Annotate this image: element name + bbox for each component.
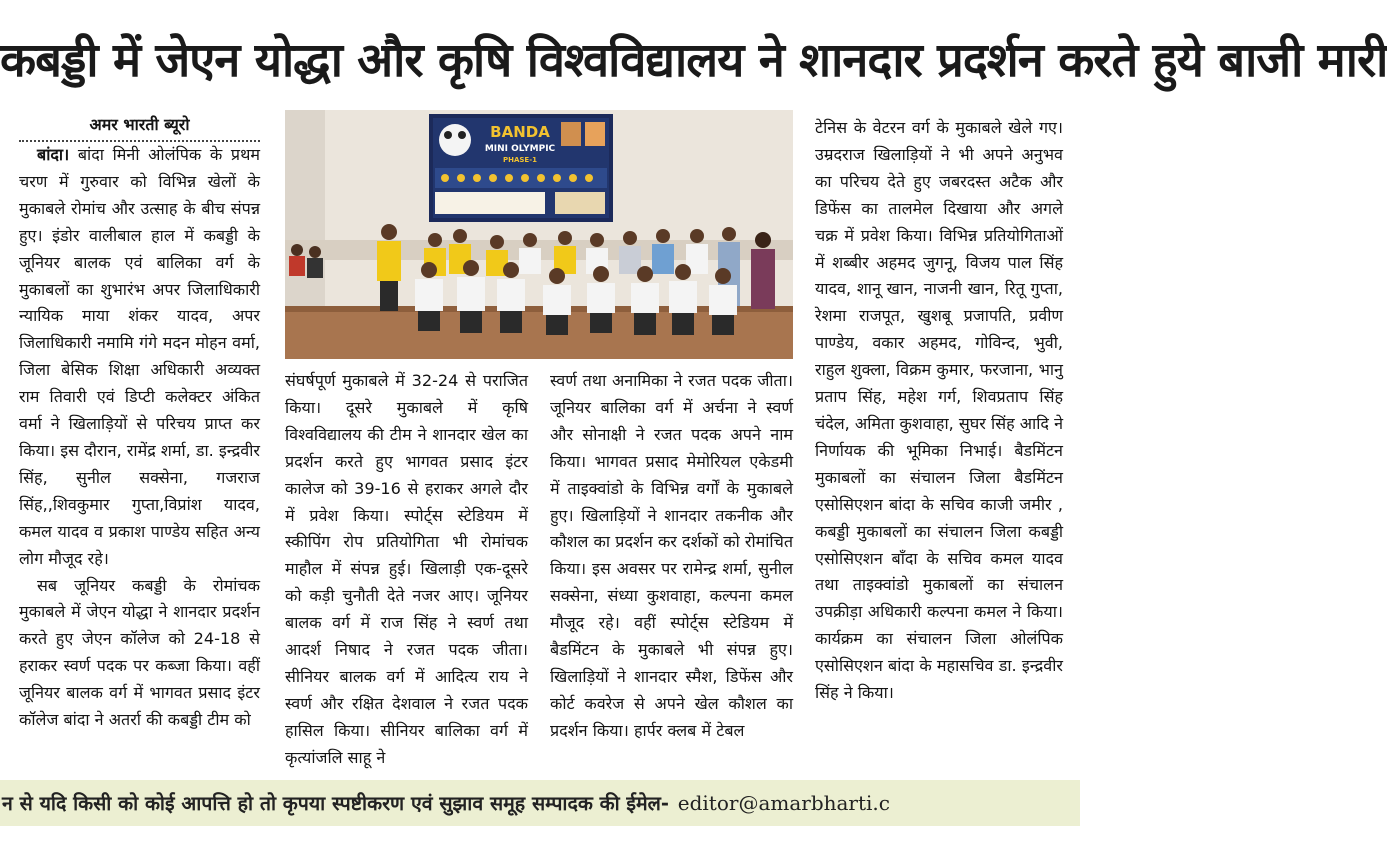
banner-subtitle: MINI OLYMPIC bbox=[484, 144, 556, 154]
footer-email: editor@amarbharti.c bbox=[677, 791, 890, 815]
paragraph-2: सब जूनियर कबड्डी के रोमांचक मुकाबले में जेएन योद्धा ने शानदार प्रदर्शन करते हुए जेएन कॉलेज को 24-18 से हराकर स्वर्ण पदक पर कब्जा किया। वहीं जूनियर बालक वर्ग में भागवत प्रसाद इंटर कॉलेज बांदा ने अतर्रा की कबड्डी टीम को bbox=[19, 575, 260, 730]
paragraph-1 bbox=[19, 142, 260, 573]
headline: कबड्डी में जेएन योद्धा और कृषि विश्वविद्यालय ने शानदार प्रदर्शन करते हुये बाजी मारी bbox=[0, 33, 1387, 88]
column-4-text: टेनिस के वेटरन वर्ग के मुकाबले खेले गए। उम्रदराज खिलाड़ियों ने भी अपने अनुभव का परिचय देते हुए जबरदस्त अटैक और डिफेंस का तालमेल दिखाया और अगले चक्र में प्रवेश किया। विभिन्न प्रतियोगिताओं में शब्बीर अहमद जुगनू, विजय पाल सिंह यादव, शानू खान, नाजनी खान, रितू गुप्ता, रेशमा राजपूत, खुशबू प्रजापति, प्रवीण पाण्डेय, वकार अहमद, गोविन्द, भुवी, राहुल शुक्ला, विक्रम कुमार, फरजाना, भानु प्रताप सिंह, महेश गर्ग, शिवप्रताप सिंह चंदेल, अमिता कुशवाहा, सुघर सिंह आदि ने निर्णायक की भूमिका निभाई। बैडमिंटन मुकाबलों का संचालन जिला बैडमिंटन एसोसिएशन बांदा के सचिव काजी जमीर , कबड्डी मुकाबलों का संचालन जिला कबड्डी एसोसिएशन बाँदा के सचिव कमल यादव तथा ताइक्वांडो मुकाबलों का संचालन उपक्रीड़ा अधिकारी कल्पना कमल ने किया। कार्यक्रम का संचालन जिला ओलंपिक एसोसिएशन बांदा के महासचिव डा. इन्द्रवीर सिंह ने किया। bbox=[815, 118, 1063, 703]
paragraph-1-text: बांदा मिनी ओलंपिक के प्रथम चरण में गुरुवार को विभिन्न खेलों के मुकाबले रोमांच और उत्साह के बीच संपन्न हुए। इंडोर वालीबाल हाल में कबड्डी के जूनियर बालक एवं बालिका वर्ग के मुकाबलों का शुभारंभ अपर जिलाधिकारी न्यायिक माया शंकर यादव, अपर जिलाधिकारी नमामि गंगे मदन मोहन वर्मा, जिला बेसिक शिक्षा अधिकारी अव्यक्त राम तिवारी एवं डिप्टी कलेक्टर अंकित वर्मा ने खिलाड़ियों से परिचय प्राप्त कर किया। इस दौरान, रामेंद्र शर्मा, डा. इन्द्रवीर सिंह, सुनील सक्सेना, गजराज सिंह,,शिवकुमार गुप्ता,विप्रांश यादव, कमल यादव व प्रकाश पाण्डेय सहित अन्य लोग मौजूद रहे। bbox=[19, 145, 260, 568]
footer-text: न से यदि किसी को कोई आपत्ति हो तो कृपया स्पष्टीकरण एवं सुझाव समूह सम्पादक की ईमेल- bbox=[2, 792, 669, 815]
mini-olympic-banner bbox=[429, 114, 613, 222]
footer-strip bbox=[0, 780, 1080, 826]
article-column-4 bbox=[815, 115, 1063, 776]
banner-phase: PHASE-1 bbox=[502, 156, 538, 164]
news-photo bbox=[285, 110, 793, 359]
article-column-2 bbox=[285, 368, 528, 776]
byline: अमर भारती ब्यूरो bbox=[19, 112, 260, 142]
team-group-photo bbox=[285, 110, 793, 359]
article-column-1 bbox=[19, 142, 260, 776]
article-column-3 bbox=[550, 368, 793, 776]
column-2-text: संघर्षपूर्ण मुकाबले में 32-24 से पराजित किया। दूसरे मुकाबले में कृषि विश्वविद्यालय की टीम ने शानदार खेल का प्रदर्शन करते हुए भागवत प्रसाद इंटर कालेज को 39-16 से हराकर अगले दौर में प्रवेश किया। स्पोर्ट्स स्टेडियम में स्कीपिंग रोप प्रतियोगिता भी रोमांचक माहौल में संपन्न हुई। खिलाड़ी एक-दूसरे को कड़ी चुनौती देते नजर आए। जूनियर बालक वर्ग में राज सिंह ने स्वर्ण तथा आदर्श निषाद ने रजत पदक जीता। सीनियर बालक वर्ग में आदित्य राय ने स्वर्ण और रक्षित देशवाल ने रजत पदक हासिल किया। सीनियर बालिका वर्ग में कृत्यांजलि साहू ने bbox=[285, 371, 528, 767]
dateline: बांदा। bbox=[37, 145, 70, 164]
banner-title: BANDA bbox=[490, 123, 550, 141]
column-3-text: स्वर्ण तथा अनामिका ने रजत पदक जीता। जूनियर बालिका वर्ग में अर्चना ने स्वर्ण और सोनाक्षी ने रजत पदक अपने नाम किया। भागवत प्रसाद मेमोरियल एकेडमी में ताइक्वांडो के विभिन्न वर्गों के मुकाबले हुए। खिलाड़ियों ने शानदार तकनीक और कौशल का प्रदर्शन कर दर्शकों को रोमांचित किया। इस अवसर पर रामेन्द्र शर्मा, सुनील सक्सेना, संध्या कुशवाहा, कल्पना कमल मौजूद रहे। वहीं स्पोर्ट्स स्टेडियम में बैडमिंटन के मुकाबले भी संपन्न हुए। खिलाड़ियों ने शानदार स्मैश, डिफेंस और कोर्ट कवरेज से अपने खेल कौशल का प्रदर्शन किया। हार्पर क्लब में टेबल bbox=[550, 371, 793, 740]
